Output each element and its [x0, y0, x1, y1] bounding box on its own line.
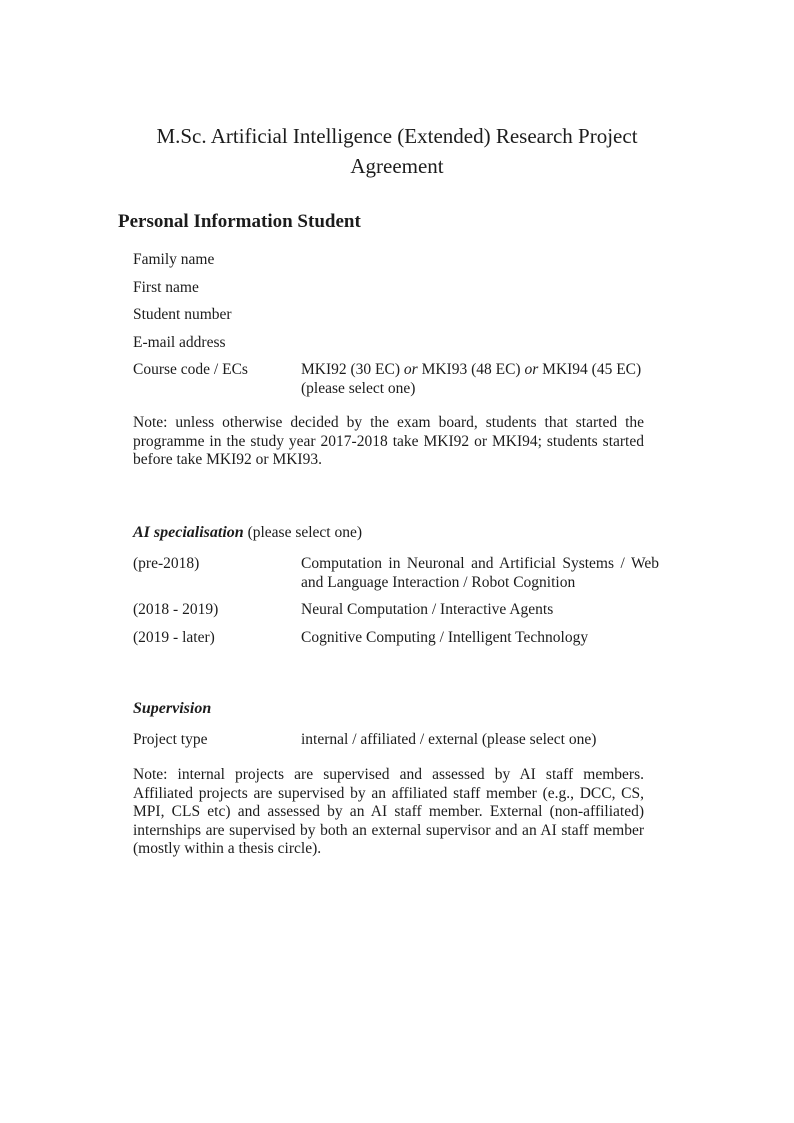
specialisation-options: Cognitive Computing / Intelligent Technology [301, 628, 589, 646]
specialisation-options: Neural Computation / Interactive Agents [301, 601, 554, 618]
ai-specialisation-heading-line [133, 524, 661, 543]
field-label-course-code: Course code / ECs [133, 361, 248, 378]
course-option-mki92: MKI92 (30 EC) [301, 361, 401, 378]
supervision-note: Note: internal projects are supervised and assessed by AI staff members. Affiliated projects are supervised by an affiliated staff member (e.g., DCC, CS, MPI, CLS etc) and assessed by an AI staff member. External (non-affiliated) internships are supervised by both an external supervisor and an AI staff member (mostly within a thesis circle). [133, 766, 644, 857]
specialisation-period-label: (2018 - 2019) [133, 601, 219, 618]
project-type-options: internal / affiliated / external (please select one) [301, 730, 597, 748]
field-label-first-name: First name [133, 278, 199, 296]
field-label-family-name: Family name [133, 251, 215, 268]
course-code-note: Note: unless otherwise decided by the exam board, students that started the programme in the study year 2017-2018 take MKI92 or MKI94; students started before take MKI92 or MKI93. [133, 414, 644, 468]
course-select-instruction: (please select one) [301, 379, 416, 397]
project-type-label: Project type [133, 730, 208, 748]
field-row [133, 251, 661, 270]
specialisation-options: Computation in Neuronal and Artificial Systems / Web and Language Interaction / Robot Cognition [301, 555, 659, 591]
supervision-heading-line [133, 700, 661, 719]
field-row-course-code [133, 361, 661, 398]
field-row [133, 306, 661, 325]
or-separator: or [524, 361, 539, 378]
ai-specialisation-rows [133, 555, 661, 647]
or-separator: or [403, 361, 418, 378]
course-option-mki94: MKI94 (45 EC) [542, 361, 642, 378]
course-option-mki93: MKI93 (48 EC) [421, 361, 521, 378]
specialisation-row-2019-later [133, 629, 661, 648]
field-row [133, 334, 661, 353]
specialisation-row-pre-2018 [133, 555, 661, 592]
section-heading-personal-information: Personal Information Student [118, 211, 361, 232]
course-code-options-line [301, 361, 659, 380]
specialisation-row-2018-2019 [133, 601, 661, 620]
field-label-student-number: Student number [133, 306, 232, 323]
specialisation-period-label: (pre-2018) [133, 555, 200, 572]
specialisation-period-label: (2019 - later) [133, 628, 215, 646]
supervision-heading: Supervision [133, 700, 212, 717]
field-row [133, 279, 661, 298]
document-title: M.Sc. Artificial Intelligence (Extended) Research Project Agreement [156, 124, 638, 178]
ai-specialisation-heading: AI specialisation [133, 523, 244, 541]
field-label-email-address: E-mail address [133, 333, 226, 351]
supervision-rows [133, 731, 661, 750]
course-code-options [301, 361, 659, 398]
personal-info-fields [133, 251, 661, 398]
project-type-row [133, 731, 661, 750]
ai-specialisation-heading-suffix: (please select one) [243, 523, 363, 541]
